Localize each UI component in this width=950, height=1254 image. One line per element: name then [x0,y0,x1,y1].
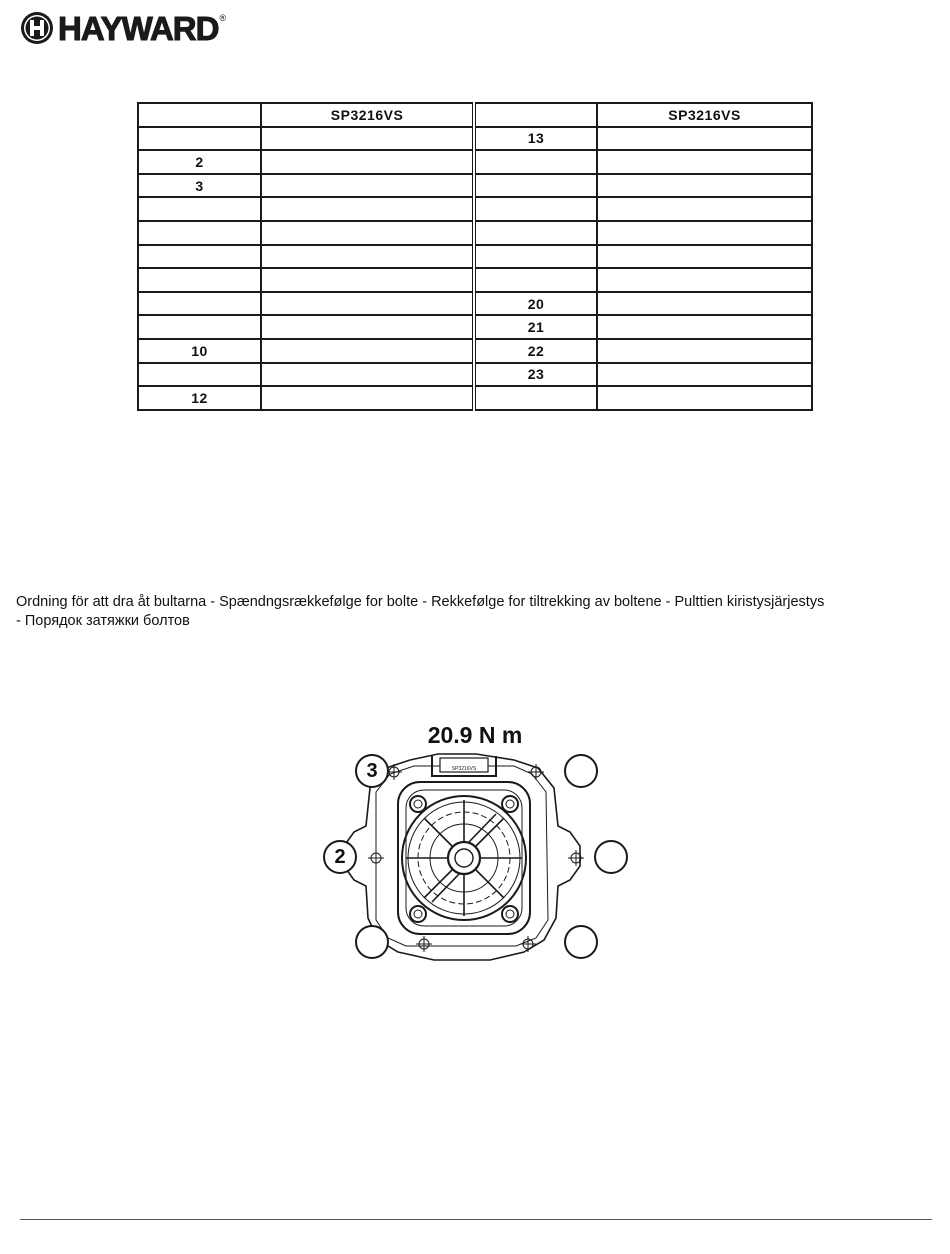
table-cell: SP3216VS [261,103,474,127]
table-cell [474,386,597,410]
table-cell: 12 [138,386,261,410]
table-cell [138,245,261,269]
registered-mark: ® [219,13,227,23]
hayward-emblem-icon [20,11,54,45]
table-cell: 3 [138,174,261,198]
table-row [138,127,812,151]
table-cell [597,315,812,339]
table-cell [261,127,474,151]
bolt-callout-bottom-right [564,925,598,959]
table-cell [597,221,812,245]
table-cell [597,197,812,221]
table-cell [138,292,261,316]
table-cell [138,197,261,221]
table-cell [597,245,812,269]
table-cell [261,292,474,316]
table-cell: 10 [138,339,261,363]
table-cell [474,245,597,269]
table-cell: 22 [474,339,597,363]
table-cell [597,127,812,151]
table-cell [474,103,597,127]
table-cell [474,150,597,174]
parts-table [137,102,813,411]
brand-name: HAYWARD [58,9,219,47]
table-cell [261,174,474,198]
table-cell: 20 [474,292,597,316]
hayward-logo [20,9,226,47]
table-row [138,150,812,174]
table-cell [261,245,474,269]
table-cell [261,339,474,363]
table-cell [597,292,812,316]
table-cell: 21 [474,315,597,339]
table-cell: 2 [138,150,261,174]
bolt-callout-bottom-left [355,925,389,959]
table-cell [474,221,597,245]
table-row [138,268,812,292]
table-cell [261,315,474,339]
table-cell [138,127,261,151]
bolt-callout-middle-right [594,840,628,874]
table-cell: 23 [474,363,597,387]
bolt-callout-middle-left: 2 [323,840,357,874]
table-cell [138,315,261,339]
table-row [138,174,812,198]
table-row [138,245,812,269]
table-cell: 13 [474,127,597,151]
table-cell [597,363,812,387]
table-cell [138,268,261,292]
table-cell [597,174,812,198]
table-row [138,386,812,410]
table-cell [474,174,597,198]
table-cell [474,197,597,221]
table-row [138,221,812,245]
table-cell [597,339,812,363]
table-cell [261,197,474,221]
table-cell [261,363,474,387]
table-cell [597,150,812,174]
table-row [138,197,812,221]
table-row [138,103,812,127]
torque-value: 20.9 N m [427,722,523,748]
table-cell [138,103,261,127]
table-cell [261,221,474,245]
table-cell [138,363,261,387]
bolt-callout-top-left: 3 [355,754,389,788]
table-row [138,292,812,316]
bolt-sequence-caption [16,593,941,631]
table-cell [138,221,261,245]
bolt-callout-top-right [564,754,598,788]
footer-divider [20,1219,932,1220]
table-row [138,315,812,339]
caption-line-1: Ordning för att dra åt bultarna - Spændngsrækkefølge for bolte - Rekkefølge for tiltrekking av boltene - Pulttien kiristysjärjestys [16,594,825,610]
housing-part-marking: SP3216VS [451,766,477,772]
table-cell [597,268,812,292]
table-row [138,339,812,363]
caption-line-2: - Порядок затяжки болтов [16,613,190,629]
table-cell: SP3216VS [597,103,812,127]
table-row [138,363,812,387]
table-cell [597,386,812,410]
table-cell [474,268,597,292]
table-cell [261,268,474,292]
table-cell [261,386,474,410]
table-cell [261,150,474,174]
